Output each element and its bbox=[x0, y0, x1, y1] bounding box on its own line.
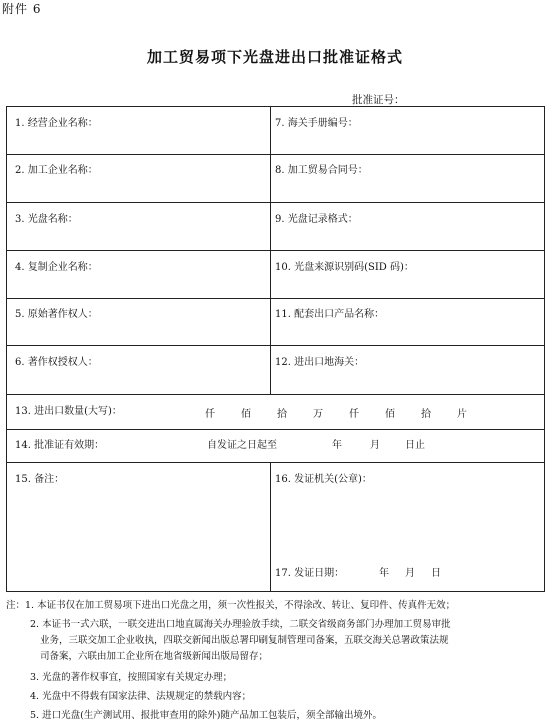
note-3: 3. 光盘的著作权事宜，按照国家有关规定办理； bbox=[30, 672, 233, 683]
column-divider bbox=[270, 462, 271, 592]
unit-ten: 拾 bbox=[277, 409, 287, 420]
field-issue-date: 17. 发证日期： bbox=[275, 568, 345, 579]
row-divider bbox=[7, 154, 544, 155]
row-divider bbox=[7, 429, 544, 430]
unit-piece: 片 bbox=[457, 409, 467, 420]
field-original-copyright-owner: 5. 原始著作权人： bbox=[15, 309, 98, 320]
validity-day: 日止 bbox=[405, 440, 425, 451]
unit-hundred: 佰 bbox=[241, 409, 251, 420]
field-export-product-name: 11. 配套出口产品名称： bbox=[275, 309, 385, 320]
validity-year: 年 bbox=[332, 440, 342, 451]
field-quantity: 13. 进出口数量(大写)： bbox=[15, 406, 122, 417]
note-2: 2. 本证书一式六联，一联交进出口地直属海关办理验放手续，二联交省级商务部门办理加工贸易审批 bbox=[30, 619, 451, 630]
row-divider bbox=[7, 250, 544, 251]
field-remarks: 15. 备注： bbox=[15, 474, 65, 485]
validity-month: 月 bbox=[370, 440, 380, 451]
field-customs-handbook-no: 7. 海关手册编号： bbox=[275, 118, 358, 129]
unit-ten-thousand: 万 bbox=[313, 409, 323, 420]
unit-hundred: 佰 bbox=[385, 409, 395, 420]
permit-number-label: 批准证号： bbox=[352, 94, 405, 106]
note-2-continued: 业务，三联交加工企业收执，四联交新闻出版总署印刷复制管理司备案，五联交海关总署政策法规 bbox=[40, 635, 449, 646]
field-sid-code: 10. 光盘来源识别码(SID 码)： bbox=[275, 262, 414, 273]
field-disc-name: 3. 光盘名称： bbox=[15, 214, 78, 225]
row-divider bbox=[7, 202, 544, 203]
field-contract-no: 8. 加工贸易合同号： bbox=[275, 165, 368, 176]
note-4: 4. 光盘中不得载有国家法律、法规规定的禁载内容； bbox=[30, 691, 252, 702]
issue-date-month: 月 bbox=[405, 568, 415, 579]
row-divider bbox=[7, 345, 544, 346]
field-business-enterprise: 1. 经营企业名称： bbox=[15, 118, 98, 129]
row-divider bbox=[7, 394, 544, 395]
permit-form-table bbox=[6, 106, 545, 592]
field-copyright-licensor: 6. 著作权授权人： bbox=[15, 357, 98, 368]
field-customs-port: 12. 进出口地海关： bbox=[275, 357, 365, 368]
row-divider bbox=[7, 462, 544, 463]
quantity-units bbox=[205, 405, 467, 420]
document-title: 加工贸易项下光盘进出口批准证格式 bbox=[146, 48, 403, 66]
unit-ten: 拾 bbox=[421, 409, 431, 420]
unit-thousand: 仟 bbox=[349, 409, 359, 420]
note-5: 5. 进口光盘(生产测试用、报批审查用的除外)随产品加工包装后，须全部输出境外。 bbox=[30, 710, 382, 721]
attachment-label: 附件 6 bbox=[2, 2, 42, 16]
issue-date-day: 日 bbox=[431, 568, 441, 579]
field-replicating-enterprise: 4. 复制企业名称： bbox=[15, 262, 98, 273]
field-processing-enterprise: 2. 加工企业名称： bbox=[15, 165, 98, 176]
field-issuing-authority: 16. 发证机关(公章)： bbox=[275, 474, 372, 485]
validity-from: 自发证之日起至 bbox=[207, 440, 277, 451]
note-1: 注：1. 本证书仅在加工贸易项下进出口光盘之用，须一次性报关，不得涂改、转让、复印件、传真件无效； bbox=[6, 600, 456, 611]
field-validity-period: 14. 批准证有效期： bbox=[15, 440, 105, 451]
issue-date-year: 年 bbox=[379, 568, 389, 579]
column-divider bbox=[270, 107, 271, 394]
field-record-format: 9. 光盘记录格式： bbox=[275, 214, 358, 225]
unit-thousand: 仟 bbox=[205, 409, 215, 420]
row-divider bbox=[7, 298, 544, 299]
note-2-continued: 司备案，六联由加工企业所在地省级新闻出版局留存； bbox=[40, 651, 269, 662]
